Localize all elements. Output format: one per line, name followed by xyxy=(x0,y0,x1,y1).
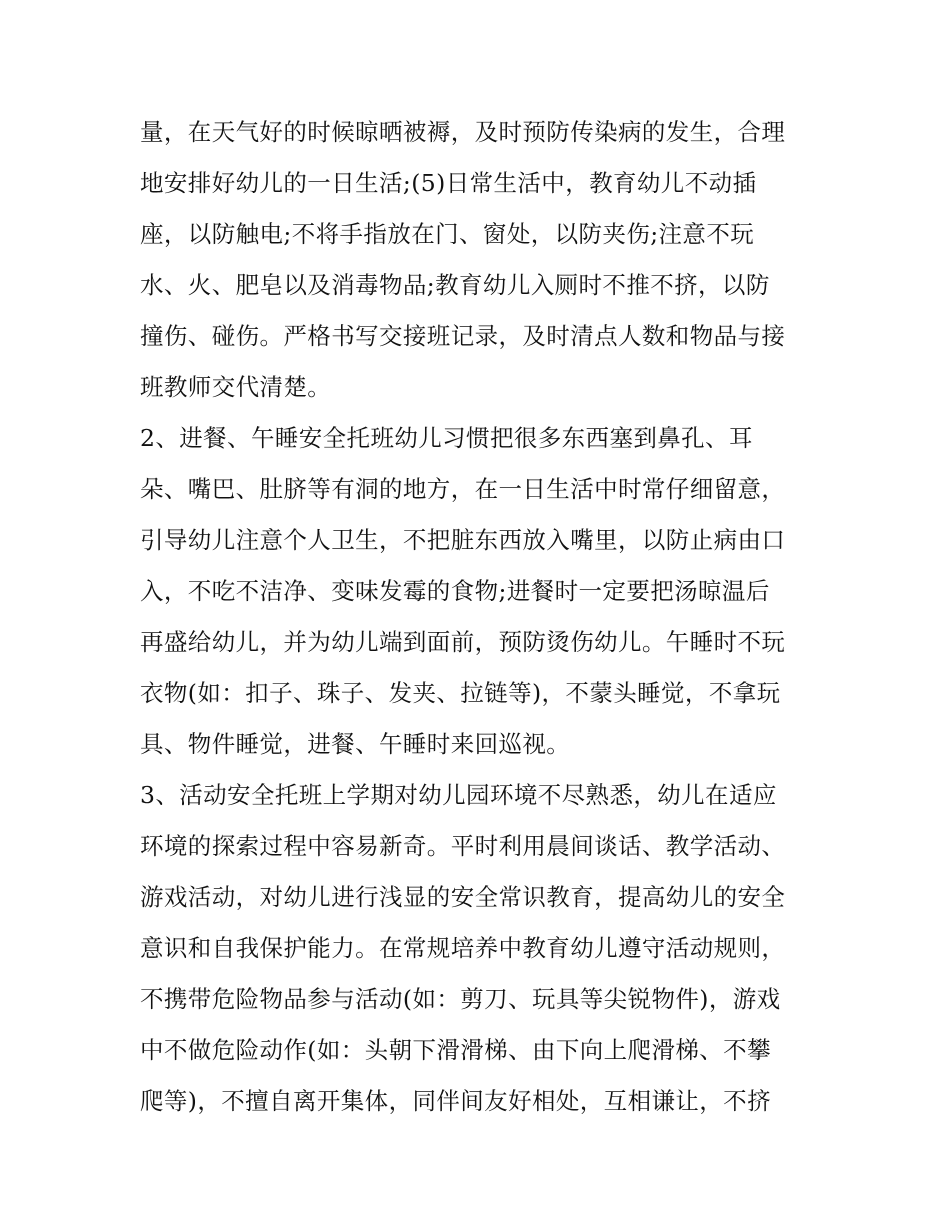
text-line: 水、火、肥皂以及消毒物品;教育幼儿入厕时不推不挤，以防 xyxy=(140,271,770,299)
text-line: 班教师交代清楚。 xyxy=(140,373,332,401)
body-text xyxy=(140,107,820,1127)
text-line: 再盛给幼儿，并为幼儿端到面前，预防烫伤幼儿。午睡时不玩 xyxy=(140,628,786,656)
text-line: 不携带危险物品参与活动(如：剪刀、玩具等尖锐物件)，游戏 xyxy=(140,985,781,1013)
text-line: 地安排好幼儿的一日生活;(5)日常生活中，教育幼儿不动插 xyxy=(140,169,757,197)
text-line: 座，以防触电;不将手指放在门、窗处，以防夹伤;注意不玩 xyxy=(140,220,755,248)
text-line: 爬等)，不擅自离开集体，同伴间友好相处，互相谦让，不挤 xyxy=(140,1087,771,1115)
section-heading-line: 3、活动安全托班上学期对幼儿园环境不尽熟悉，幼儿在适应 xyxy=(140,781,777,809)
text-line: 量，在天气好的时候晾晒被褥，及时预防传染病的发生，合理 xyxy=(140,118,786,146)
text-line: 入，不吃不洁净、变味发霉的食物;进餐时一定要把汤晾温后 xyxy=(140,577,770,605)
text-line: 撞伤、碰伤。严格书写交接班记录，及时清点人数和物品与接 xyxy=(140,322,786,350)
section-heading-line: 2、进餐、午睡安全托班幼儿习惯把很多东西塞到鼻孔、耳 xyxy=(140,424,753,452)
text-line: 朵、嘴巴、肚脐等有洞的地方，在一日生活中时常仔细留意， xyxy=(140,475,786,503)
text-line: 引导幼儿注意个人卫生，不把脏东西放入嘴里，以防止病由口 xyxy=(140,526,786,554)
text-line: 衣物(如：扣子、珠子、发夹、拉链等)，不蒙头睡觉，不拿玩 xyxy=(140,679,781,707)
text-line: 中不做危险动作(如：头朝下滑滑梯、由下向上爬滑梯、不攀 xyxy=(140,1036,771,1064)
text-line: 游戏活动，对幼儿进行浅显的安全常识教育，提高幼儿的安全 xyxy=(140,883,786,911)
text-line: 具、物件睡觉，进餐、午睡时来回巡视。 xyxy=(140,730,571,758)
text-line: 环境的探索过程中容易新奇。平时利用晨间谈话、教学活动、 xyxy=(140,832,786,860)
text-line: 意识和自我保护能力。在常规培养中教育幼儿遵守活动规则， xyxy=(140,934,786,962)
